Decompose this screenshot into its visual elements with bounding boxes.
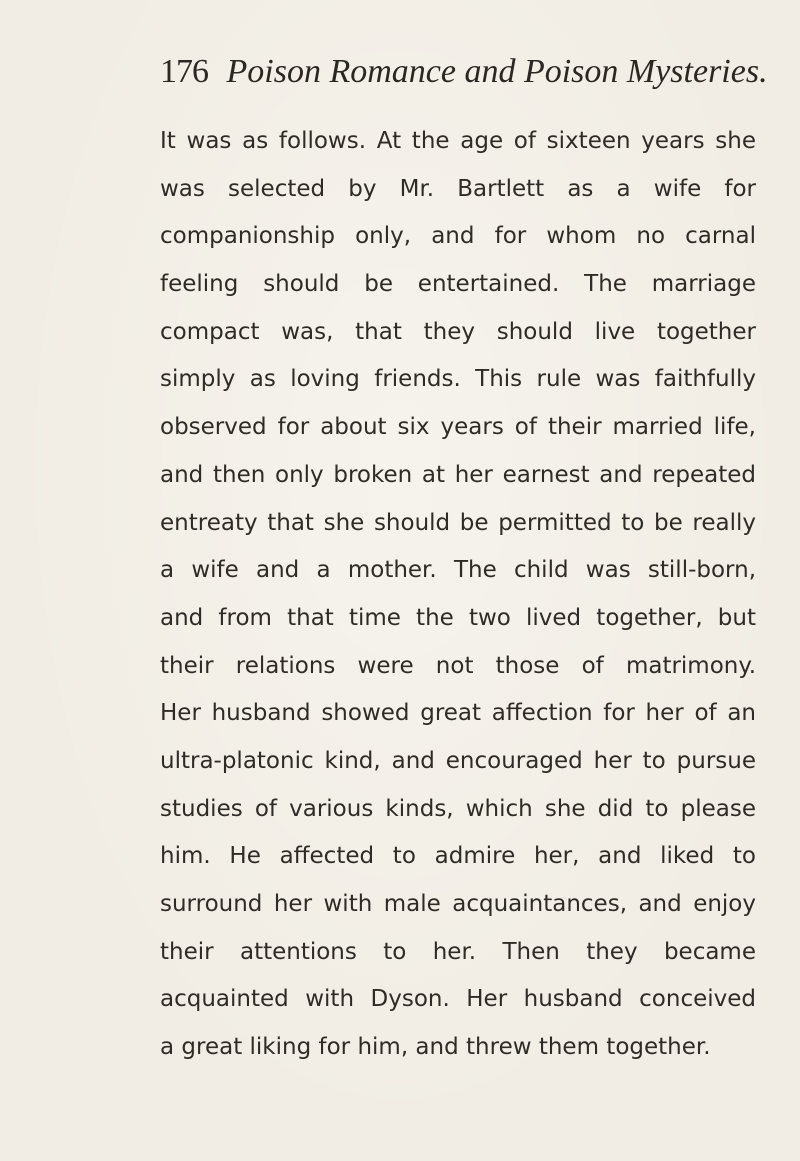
text-line: and then only broken at her earnest and repeated	[160, 461, 756, 488]
text-line: was selected by Mr. Bartlett as a wife for	[160, 175, 756, 202]
text-line: companionship only, and for whom no carnal	[160, 223, 756, 250]
text-line: surround her with male acquaintances, and enjoy	[160, 891, 756, 917]
running-head	[160, 52, 768, 92]
text-line: their attentions to her. Then they became	[160, 938, 756, 965]
text-line: It was as follows. At the age of sixteen years she	[160, 128, 756, 154]
text-line: simply as loving friends. This rule was faithfully	[160, 366, 756, 393]
text-line: feeling should be entertained. The marriage	[160, 271, 756, 298]
text-line: him. He affected to admire her, and liked to	[160, 843, 756, 870]
page-number: 176	[160, 53, 208, 90]
text-line: and from that time the two lived together, but	[160, 604, 756, 631]
text-line: compact was, that they should live together	[160, 318, 756, 345]
text-line: entreaty that she should be permitted to be really	[160, 509, 756, 536]
text-line: observed for about six years of their married life,	[160, 414, 756, 441]
text-line: Her husband showed great affection for her of an	[160, 700, 756, 727]
text-line: acquainted with Dyson. Her husband conceived	[160, 986, 756, 1013]
running-head-title: Poison Romance and Poison Mysteries.	[226, 53, 768, 90]
text-line: a wife and a mother. The child was still-born,	[160, 557, 756, 584]
text-line: ultra-platonic kind, and encouraged her to pursue	[160, 747, 756, 774]
text-line: a great liking for him, and threw them together.	[160, 1034, 711, 1061]
body-text	[160, 118, 756, 1072]
text-line: studies of various kinds, which she did to please	[160, 795, 756, 822]
text-line: their relations were not those of matrimony.	[160, 652, 756, 679]
